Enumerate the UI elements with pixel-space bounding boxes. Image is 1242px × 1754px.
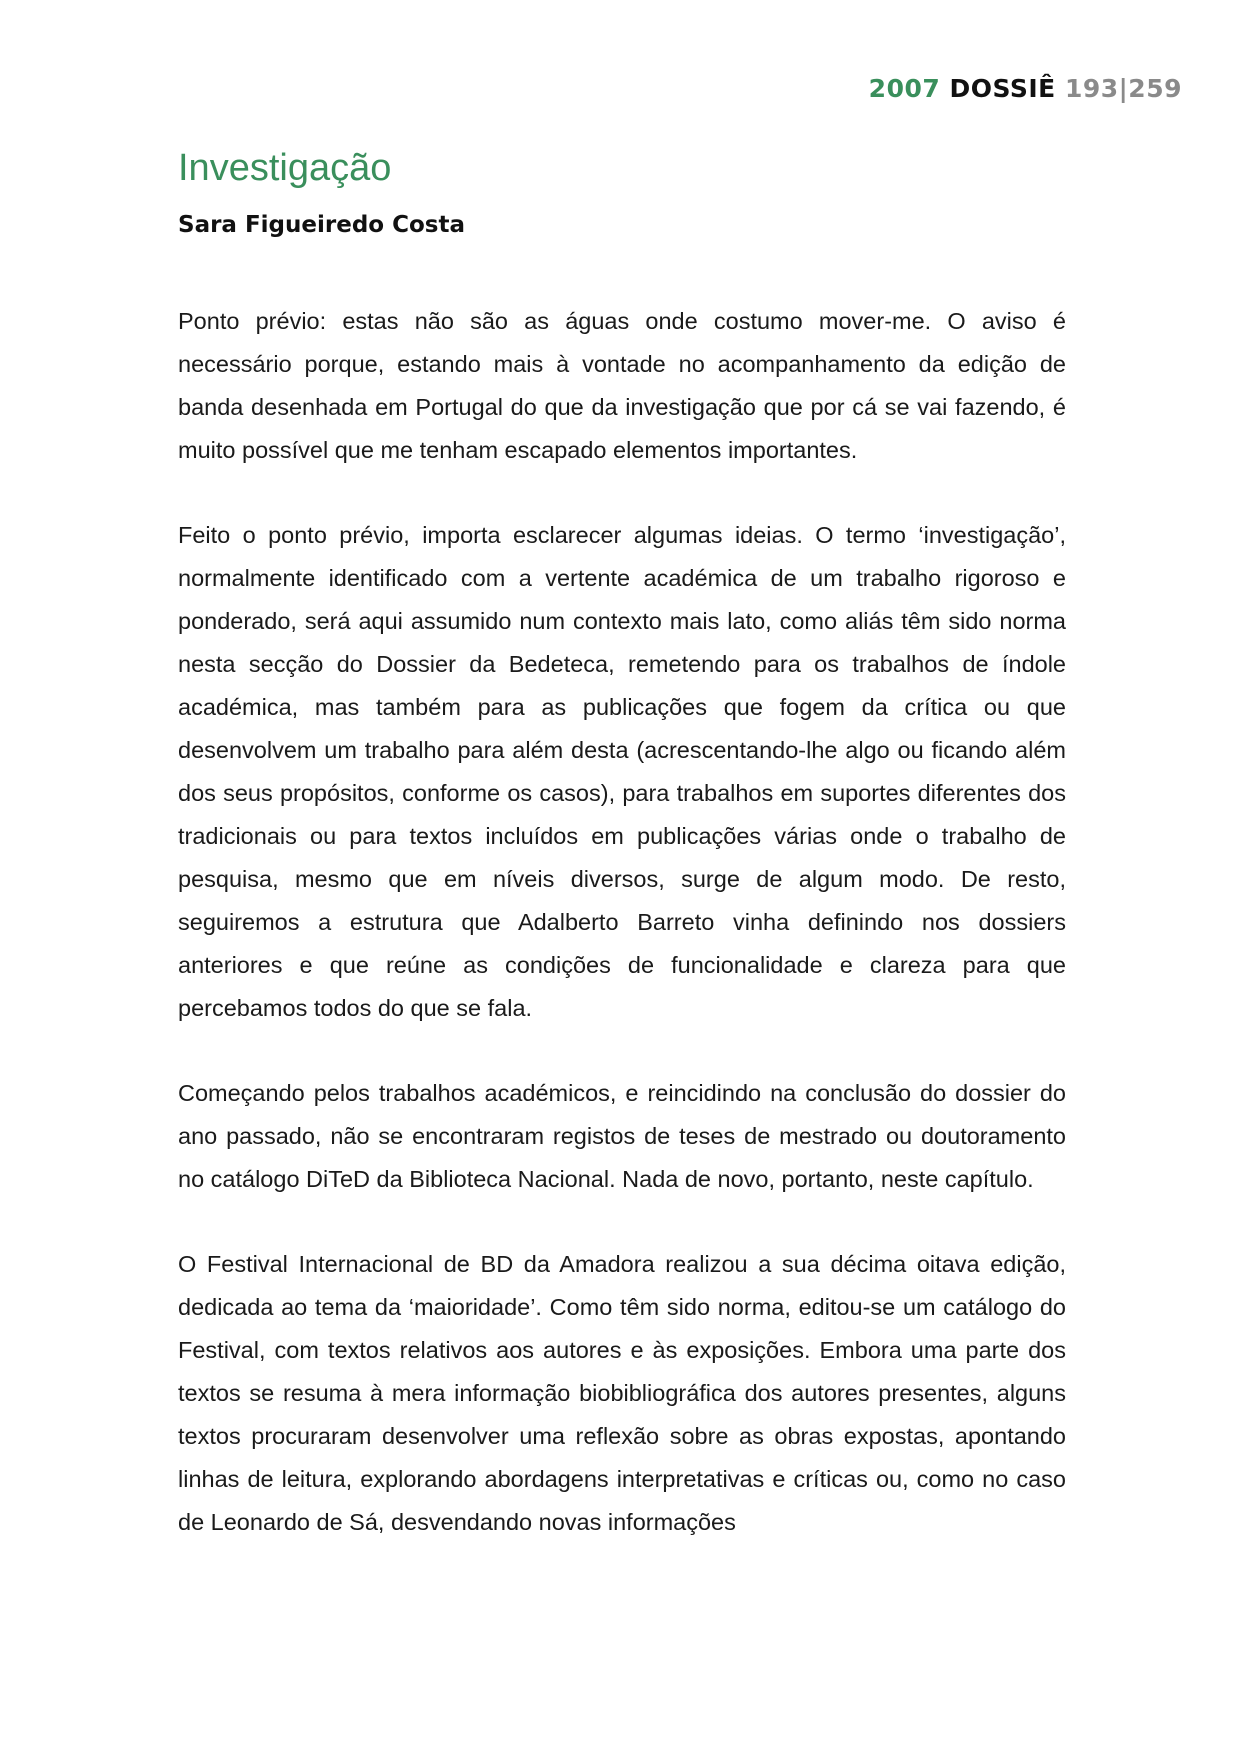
section-title: Investigação bbox=[178, 147, 392, 189]
page-header bbox=[869, 74, 1182, 103]
header-year: 2007 bbox=[868, 74, 941, 103]
header-title: DOSSIÊ bbox=[949, 74, 1056, 103]
paragraph: Começando pelos trabalhos académicos, e reincidindo na conclusão do dossier do ano passado, não se encontraram registos de teses de mestrado ou doutoramento no catálogo DiTeD da Biblioteca Nacional. Nada de novo, portanto, neste capítulo. bbox=[178, 1080, 1066, 1192]
author-name: Sara Figueiredo Costa bbox=[178, 212, 465, 238]
page-content bbox=[178, 144, 1066, 1586]
paragraph: Ponto prévio: estas não são as águas onde costumo mover-me. O aviso é necessário porque, estando mais à vontade no acompanhamento da edição de banda desenhada em Portugal do que da investigação que por cá se vai fazendo, é muito possível que me tenham escapado elementos importantes. bbox=[178, 308, 1066, 463]
header-page-number: 193|259 bbox=[1064, 74, 1182, 103]
article-body bbox=[178, 300, 1066, 1544]
paragraph: Feito o ponto prévio, importa esclarecer algumas ideias. O termo ‘investigação’, normalmente identificado com a vertente académica de um trabalho rigoroso e ponderado, será aqui assumido num contexto mais lato, como aliás têm sido norma nesta secção do Dossier da Bedeteca, remetendo para os trabalhos de índole académica, mas também para as publicações que fogem da crítica ou que desenvolvem um trabalho para além desta (acrescentando-lhe algo ou ficando além dos seus propósitos, conforme os casos), para trabalhos em suportes diferentes dos tradicionais ou para textos incluídos em publicações várias onde o trabalho de pesquisa, mesmo que em níveis diversos, surge de algum modo. De resto, seguiremos a estrutura que Adalberto Barreto vinha definindo nos dossiers anteriores e que reúne as condições de funcionalidade e clareza para que percebamos todos do que se fala. bbox=[178, 522, 1066, 1021]
paragraph: O Festival Internacional de BD da Amadora realizou a sua décima oitava edição, dedicada ao tema da ‘maioridade’. Como têm sido norma, editou-se um catálogo do Festival, com textos relativos aos autores e às exposições. Embora uma parte dos textos se resuma à mera informação biobibliográfica dos autores presentes, alguns textos procuraram desenvolver uma reflexão sobre as obras expostas, apontando linhas de leitura, explorando abordagens interpretativas e críticas ou, como no caso de Leonardo de Sá, desvendando novas informações bbox=[178, 1251, 1066, 1535]
